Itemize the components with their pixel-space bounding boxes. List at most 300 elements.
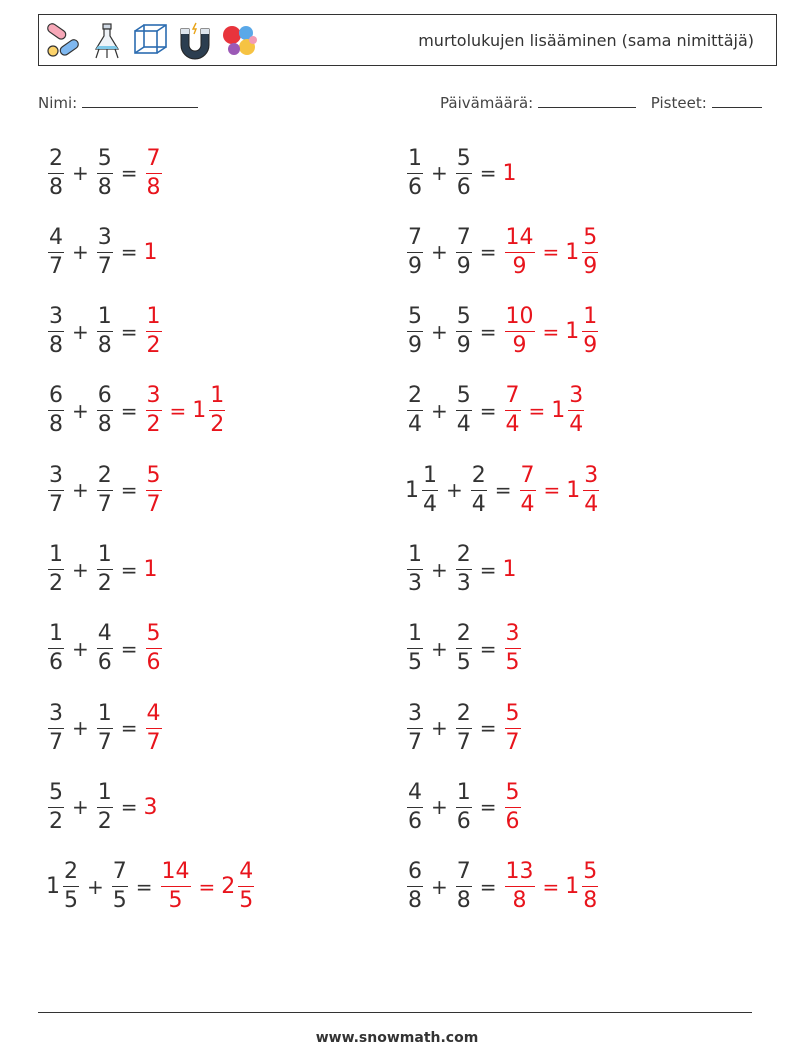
fraction — [97, 623, 113, 674]
numerator: 7 — [520, 465, 536, 491]
equals-sign: = — [479, 716, 497, 741]
addend-b — [95, 145, 115, 200]
answer-value — [565, 306, 600, 357]
numerator: 6 — [407, 861, 423, 887]
numerator: 1 — [456, 782, 472, 808]
equals-sign: = — [543, 478, 561, 503]
addend-b — [454, 224, 474, 279]
denominator: 2 — [210, 412, 225, 438]
numerator: 3 — [48, 306, 64, 332]
answer-value — [144, 700, 164, 755]
numerator: 2 — [456, 623, 472, 649]
fraction — [568, 385, 584, 436]
denominator: 6 — [505, 808, 520, 834]
answer-value — [503, 557, 518, 582]
answer — [144, 623, 164, 674]
denominator: 8 — [49, 333, 63, 359]
plus-sign: + — [431, 716, 448, 741]
fraction — [582, 224, 598, 279]
answer-value — [503, 306, 537, 357]
numerator: 1 — [407, 623, 423, 649]
denominator: 4 — [520, 491, 535, 517]
plus-sign: + — [72, 398, 89, 423]
numerator: 1 — [97, 782, 113, 808]
plus-sign: + — [72, 161, 89, 185]
problem-p13 — [46, 616, 164, 682]
fraction — [505, 224, 535, 279]
addend-b — [454, 544, 474, 595]
fraction — [48, 224, 64, 279]
denominator: 4 — [569, 412, 584, 438]
answer-value — [221, 861, 256, 912]
fraction — [97, 462, 113, 517]
addend-b — [110, 861, 130, 912]
denominator: 6 — [408, 808, 422, 834]
problem-p3 — [46, 219, 159, 285]
equals-sign: = — [528, 398, 546, 423]
date-blank[interactable] — [538, 93, 636, 108]
denominator: 9 — [456, 333, 471, 359]
denominator: 6 — [408, 174, 422, 200]
equals-sign: = — [542, 874, 560, 899]
addend-a — [405, 462, 440, 517]
addend-a — [46, 145, 66, 200]
fraction — [146, 462, 162, 517]
denominator: 4 — [423, 491, 437, 517]
addend-b — [469, 462, 489, 517]
denominator: 5 — [168, 888, 183, 914]
denominator: 5 — [408, 650, 422, 676]
answer-value — [144, 145, 164, 200]
lab-flask-icon — [87, 21, 127, 61]
fraction — [48, 623, 64, 674]
fraction — [505, 700, 521, 755]
answer-value — [566, 462, 601, 517]
fraction — [146, 623, 162, 674]
numerator: 4 — [97, 623, 113, 649]
equals-sign: = — [494, 478, 512, 503]
fraction — [505, 779, 521, 834]
addend-a — [405, 385, 425, 436]
header-icons — [43, 21, 259, 61]
plus-sign: + — [72, 636, 89, 661]
denominator: 2 — [97, 571, 112, 596]
denominator: 5 — [64, 888, 78, 914]
denominator: 9 — [408, 253, 422, 279]
numerator: 1 — [422, 465, 438, 491]
addend-b — [454, 145, 474, 200]
numerator: 3 — [505, 623, 521, 649]
denominator: 7 — [456, 729, 471, 755]
addend-b — [454, 861, 474, 912]
fraction — [456, 145, 472, 200]
fraction — [407, 145, 423, 200]
fraction — [97, 385, 113, 436]
denominator: 4 — [471, 491, 486, 517]
denominator: 4 — [408, 412, 422, 438]
plus-sign: + — [431, 240, 448, 265]
fraction — [456, 861, 472, 912]
addend-b — [454, 779, 474, 834]
plus-sign: + — [72, 319, 89, 344]
fraction — [48, 145, 64, 200]
score-blank[interactable] — [712, 93, 762, 108]
numerator: 5 — [97, 148, 113, 174]
equals-sign: = — [135, 874, 153, 899]
numerator: 2 — [48, 148, 64, 174]
fraction — [97, 700, 113, 755]
denominator: 6 — [97, 650, 112, 676]
answer-value — [503, 700, 523, 755]
addend-a — [46, 544, 66, 595]
denominator: 9 — [583, 253, 598, 279]
answer — [503, 385, 587, 436]
plus-sign: + — [431, 874, 448, 899]
answer — [144, 557, 159, 582]
addend-a — [46, 861, 81, 912]
numerator: 1 — [48, 544, 64, 570]
numerator: 2 — [97, 465, 113, 491]
addend-a — [46, 224, 66, 279]
numerator: 13 — [505, 861, 535, 887]
whole-part: 1 — [143, 557, 158, 582]
denominator: 2 — [49, 571, 63, 596]
numerator: 3 — [583, 465, 599, 491]
problem-p1 — [46, 140, 164, 206]
answer-value — [144, 306, 164, 357]
numerator: 2 — [63, 861, 79, 887]
fraction — [146, 145, 162, 200]
numerator: 5 — [456, 385, 472, 411]
plus-sign: + — [431, 161, 448, 185]
addend-a — [46, 385, 66, 436]
addend-b — [95, 700, 115, 755]
denominator: 8 — [97, 174, 112, 200]
whole-part: 2 — [221, 874, 236, 900]
answer-value — [503, 224, 537, 279]
numerator: 7 — [112, 861, 128, 887]
denominator: 2 — [97, 808, 112, 834]
addend-b — [95, 779, 115, 834]
numerator: 7 — [456, 861, 472, 887]
problem-p17 — [46, 774, 159, 840]
fraction — [456, 385, 472, 436]
denominator: 3 — [408, 571, 422, 596]
numerator: 3 — [97, 227, 113, 253]
fraction — [407, 861, 423, 912]
denominator: 6 — [456, 808, 471, 834]
answer-value — [503, 779, 523, 834]
cube-icon — [131, 21, 171, 61]
numerator: 1 — [48, 623, 64, 649]
fraction — [146, 700, 162, 755]
answer — [159, 861, 257, 912]
addend-a — [405, 306, 425, 357]
answer-value — [551, 385, 586, 436]
problem-p8 — [405, 378, 586, 444]
numerator: 5 — [48, 782, 64, 808]
fraction — [48, 700, 64, 755]
denominator: 8 — [49, 412, 63, 438]
denominator: 9 — [583, 333, 598, 359]
addend-a — [405, 145, 425, 200]
addend-a — [46, 462, 66, 517]
problem-p19 — [46, 854, 256, 920]
fraction — [407, 779, 423, 834]
equals-sign: = — [169, 398, 187, 423]
addend-a — [405, 861, 425, 912]
numerator: 1 — [97, 544, 113, 570]
addend-b — [95, 306, 115, 357]
answer-value — [144, 557, 159, 582]
numerator: 6 — [48, 385, 64, 411]
numerator: 1 — [97, 703, 113, 729]
numerator: 7 — [146, 148, 162, 174]
numerator: 5 — [146, 465, 162, 491]
answer — [503, 306, 601, 357]
fraction — [505, 385, 521, 436]
problem-p5 — [46, 299, 164, 365]
equals-sign: = — [479, 795, 497, 820]
equals-sign: = — [120, 319, 138, 344]
numerator: 6 — [97, 385, 113, 411]
denominator: 6 — [456, 174, 471, 200]
denominator: 5 — [505, 650, 520, 676]
numerator: 14 — [161, 861, 191, 887]
fraction — [407, 544, 423, 595]
denominator: 2 — [146, 412, 161, 438]
addend-b — [95, 462, 115, 517]
fraction — [582, 306, 598, 357]
denominator: 9 — [456, 253, 471, 279]
name-blank[interactable] — [82, 93, 198, 108]
whole-part: 1 — [502, 160, 517, 186]
fraction — [97, 779, 113, 834]
date-score-fields — [440, 93, 762, 112]
numerator: 5 — [582, 861, 598, 887]
equals-sign: = — [120, 161, 138, 185]
answer-value — [144, 240, 159, 265]
equals-sign: = — [542, 319, 560, 344]
numerator: 4 — [407, 782, 423, 808]
numerator: 5 — [505, 703, 521, 729]
answer-value — [159, 861, 193, 912]
answer-value — [518, 462, 538, 517]
plus-sign: + — [431, 557, 448, 582]
addend-b — [454, 385, 474, 436]
numerator: 7 — [456, 227, 472, 253]
numerator: 5 — [407, 306, 423, 332]
problem-p14 — [405, 616, 523, 682]
equals-sign: = — [479, 557, 497, 582]
equals-sign: = — [120, 398, 138, 423]
fraction — [407, 700, 423, 755]
answer — [144, 385, 228, 436]
fraction — [97, 145, 113, 200]
denominator: 7 — [97, 491, 112, 517]
fraction — [582, 861, 598, 912]
equals-sign: = — [120, 716, 138, 741]
equals-sign: = — [120, 557, 138, 582]
numerator: 1 — [407, 148, 423, 174]
denominator: 7 — [49, 729, 63, 755]
addend-b — [454, 306, 474, 357]
equals-sign: = — [542, 240, 560, 265]
fraction — [97, 544, 113, 595]
plus-sign: + — [72, 478, 89, 503]
numerator: 3 — [48, 465, 64, 491]
addend-a — [46, 779, 66, 834]
whole-part: 1 — [566, 477, 581, 503]
fraction — [407, 224, 423, 279]
addend-a — [46, 700, 66, 755]
plus-sign: + — [72, 557, 89, 582]
answer — [503, 557, 518, 582]
fraction — [48, 385, 64, 436]
answer — [503, 161, 518, 186]
denominator: 7 — [146, 491, 161, 517]
fraction — [146, 306, 162, 357]
fraction — [456, 623, 472, 674]
numerator: 14 — [505, 227, 535, 253]
answer-value — [144, 623, 164, 674]
whole-part: 1 — [405, 477, 419, 503]
fraction — [456, 779, 472, 834]
denominator: 8 — [512, 888, 527, 914]
pills-icon — [43, 21, 83, 61]
addend-b — [95, 385, 115, 436]
whole-part: 1 — [565, 319, 580, 345]
addend-a — [405, 544, 425, 595]
answer — [503, 623, 523, 674]
whole-part: 1 — [143, 239, 158, 265]
answer — [144, 240, 159, 265]
denominator: 5 — [239, 888, 254, 914]
denominator: 7 — [505, 729, 520, 755]
fraction — [520, 462, 536, 517]
molecule-icon — [219, 21, 259, 61]
fraction — [161, 861, 191, 912]
date-label: Päivämäärä: — [440, 94, 534, 112]
whole-part: 1 — [551, 398, 566, 424]
answer-value — [144, 462, 164, 517]
denominator: 8 — [456, 888, 471, 914]
plus-sign: + — [431, 398, 448, 423]
equals-sign: = — [479, 319, 497, 344]
fraction — [407, 623, 423, 674]
fraction — [407, 385, 423, 436]
answer — [144, 306, 164, 357]
denominator: 2 — [146, 333, 161, 359]
fraction — [209, 385, 225, 436]
equals-sign: = — [479, 240, 497, 265]
problem-p6 — [405, 299, 600, 365]
numerator: 7 — [505, 385, 521, 411]
whole-part: 3 — [143, 794, 158, 820]
addend-b — [95, 544, 115, 595]
addend-b — [454, 623, 474, 674]
problem-p11 — [46, 537, 159, 603]
numerator: 5 — [505, 782, 521, 808]
addend-b — [95, 623, 115, 674]
footer-divider — [38, 1012, 752, 1013]
denominator: 7 — [49, 491, 63, 517]
whole-part: 1 — [502, 557, 517, 582]
fraction — [456, 224, 472, 279]
denominator: 4 — [584, 491, 599, 517]
score-label: Pisteet: — [650, 94, 707, 112]
equals-sign: = — [479, 161, 497, 185]
numerator: 1 — [582, 306, 598, 332]
equals-sign: = — [120, 478, 138, 503]
fraction — [471, 462, 487, 517]
fraction — [505, 861, 535, 912]
equals-sign: = — [479, 398, 497, 423]
fraction — [97, 306, 113, 357]
numerator: 2 — [471, 465, 487, 491]
equals-sign: = — [120, 636, 138, 661]
denominator: 9 — [512, 253, 527, 279]
denominator: 7 — [97, 253, 112, 279]
denominator: 3 — [456, 571, 471, 596]
addend-a — [46, 623, 66, 674]
equals-sign: = — [198, 874, 216, 899]
problem-p12 — [405, 537, 518, 603]
fraction — [456, 306, 472, 357]
fraction — [583, 462, 599, 517]
problem-p18 — [405, 774, 523, 840]
plus-sign: + — [72, 795, 89, 820]
fraction — [456, 700, 472, 755]
problem-p4 — [405, 219, 600, 285]
addend-a — [405, 779, 425, 834]
answer — [144, 462, 164, 517]
plus-sign: + — [87, 874, 104, 899]
fraction — [456, 544, 472, 595]
denominator: 9 — [512, 333, 527, 359]
fraction — [48, 779, 64, 834]
numerator: 3 — [568, 385, 584, 411]
fraction — [48, 306, 64, 357]
denominator: 8 — [146, 174, 161, 200]
denominator: 7 — [97, 729, 112, 755]
numerator: 1 — [97, 306, 113, 332]
addend-a — [405, 700, 425, 755]
addend-a — [405, 224, 425, 279]
problem-p20 — [405, 854, 600, 920]
whole-part: 1 — [565, 874, 580, 900]
denominator: 7 — [146, 729, 161, 755]
problem-p7 — [46, 378, 227, 444]
plus-sign: + — [446, 478, 463, 503]
equals-sign: = — [479, 636, 497, 661]
answer-value — [144, 385, 164, 436]
footer-url: www.snowmath.com — [315, 1030, 479, 1046]
problem-p15 — [46, 695, 164, 761]
addend-b — [454, 700, 474, 755]
numerator: 2 — [456, 703, 472, 729]
answer-value — [503, 861, 537, 912]
whole-part: 1 — [192, 398, 207, 424]
fraction — [422, 462, 438, 517]
fraction — [63, 861, 79, 912]
answer — [518, 462, 602, 517]
numerator: 5 — [456, 306, 472, 332]
plus-sign: + — [431, 319, 448, 344]
fraction — [97, 224, 113, 279]
numerator: 7 — [407, 227, 423, 253]
answer — [144, 700, 164, 755]
